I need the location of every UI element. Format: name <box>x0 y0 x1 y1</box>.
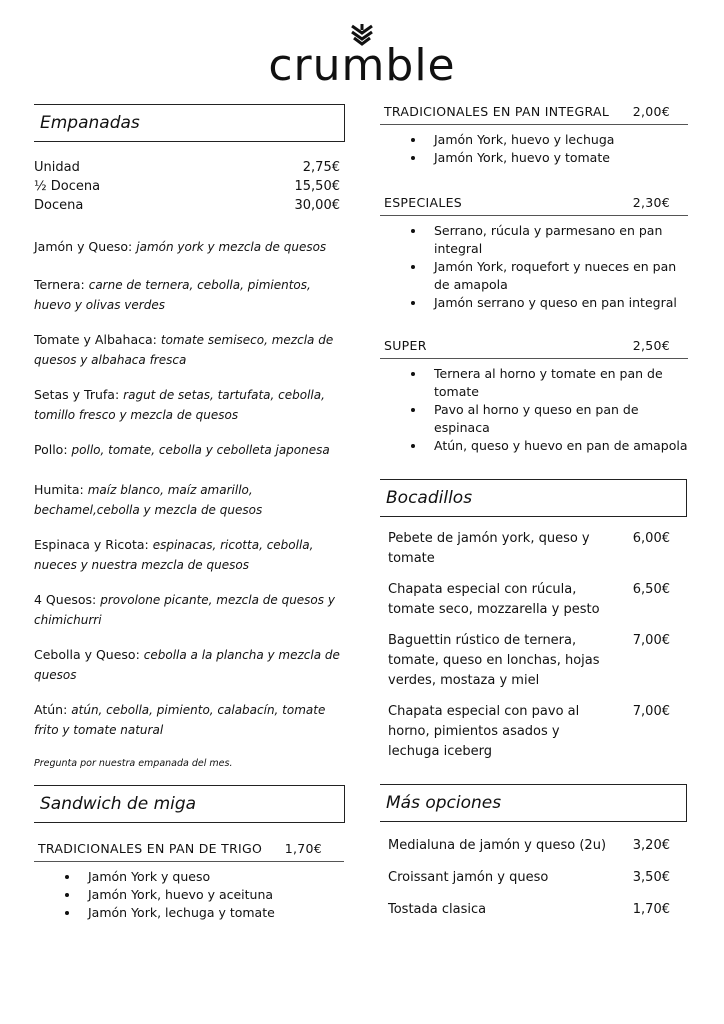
subheader-price: 2,30€ <box>632 195 670 210</box>
mas-title: Más opciones <box>386 793 502 813</box>
list-item <box>388 580 688 620</box>
list-item: • Jamón York, huevo y aceituna <box>80 886 346 904</box>
filling-name: Cebolla y Queso: <box>34 647 140 662</box>
filling-desc: tomate semiseco, mezcla de quesos y albahaca fresca <box>34 333 334 367</box>
list-item: • Jamón serrano y queso en pan integral <box>426 294 688 312</box>
list-item <box>388 900 688 920</box>
list-item: • Ternera al horno y tomate en pan de tomate <box>426 365 688 401</box>
integral-list <box>380 131 688 167</box>
filling-desc: espinacas, ricotta, cebolla, nueces y nuestra mezcla de quesos <box>34 538 314 572</box>
filling-item <box>34 275 346 315</box>
price-label: Docena <box>34 198 84 213</box>
list-item: • Jamón York, lechuga y tomate <box>80 904 346 922</box>
empanadas-price-list <box>34 158 340 215</box>
list-item: • Jamón York y queso <box>80 868 346 886</box>
list-item: • Atún, queso y huevo en pan de amapola <box>426 437 688 455</box>
filling-item <box>34 330 346 370</box>
item-price: 7,00€ <box>632 704 670 719</box>
price-label: Unidad <box>34 160 80 175</box>
item-name: Pebete de jamón york, queso y tomate <box>388 531 590 566</box>
mas-list <box>380 836 688 920</box>
list-item <box>388 529 688 569</box>
bocadillos-header <box>380 479 687 517</box>
filling-item <box>34 700 346 740</box>
filling-name: Jamón y Queso: <box>34 239 133 254</box>
subheader-price: 2,50€ <box>632 338 670 353</box>
subheader-label: TRADICIONALES EN PAN INTEGRAL <box>384 104 610 119</box>
super-list <box>380 365 688 455</box>
list-item <box>388 702 688 762</box>
price-value: 15,50€ <box>294 179 340 194</box>
bocadillos-list <box>380 529 688 762</box>
super-subheader <box>380 338 688 359</box>
sandwich-header <box>34 785 345 823</box>
filling-name: 4 Quesos: <box>34 592 97 607</box>
item-name: Medialuna de jamón y queso (2u) <box>388 838 607 853</box>
price-row <box>34 196 340 215</box>
list-item <box>388 631 688 691</box>
filling-name: Pollo: <box>34 442 68 457</box>
subheader-label: SUPER <box>384 338 427 353</box>
item-price: 6,50€ <box>632 582 670 597</box>
filling-item <box>34 535 346 575</box>
filling-desc: pollo, tomate, cebolla y cebolleta japonesa <box>71 443 330 457</box>
filling-desc: ragut de setas, tartufata, cebolla, tomillo fresco y mezcla de quesos <box>34 388 325 422</box>
item-name: Croissant jamón y queso <box>388 870 549 885</box>
item-price: 3,20€ <box>632 838 670 853</box>
trigo-list <box>34 868 346 922</box>
price-label: ½ Docena <box>34 179 101 194</box>
item-name: Chapata especial con rúcula, tomate seco, mozzarella y pesto <box>388 582 600 617</box>
filling-name: Espinaca y Ricota: <box>34 537 149 552</box>
filling-item <box>34 590 346 630</box>
filling-desc: cebolla a la plancha y mezcla de quesos <box>34 648 340 682</box>
filling-desc: jamón york y mezcla de quesos <box>136 240 327 254</box>
subheader-label: ESPECIALES <box>384 195 463 210</box>
list-item <box>388 836 688 856</box>
sandwich-title: Sandwich de miga <box>40 794 197 814</box>
empanadas-title: Empanadas <box>40 113 140 133</box>
filling-desc: atún, cebolla, pimiento, calabacín, tomate frito y tomate natural <box>34 703 326 737</box>
item-price: 1,70€ <box>632 902 670 917</box>
item-price: 6,00€ <box>632 531 670 546</box>
especiales-subheader <box>380 195 688 216</box>
item-price: 3,50€ <box>632 870 670 885</box>
subheader-label: TRADICIONALES EN PAN DE TRIGO <box>38 841 263 856</box>
filling-name: Humita: <box>34 482 84 497</box>
filling-item <box>34 645 346 685</box>
especiales-list <box>380 222 688 312</box>
price-row <box>34 177 340 196</box>
brand-name: crumble <box>268 40 456 91</box>
filling-name: Ternera: <box>34 277 85 292</box>
empanadas-note: Pregunta por nuestra empanada del mes. <box>34 758 233 769</box>
empanadas-header <box>34 104 345 142</box>
filling-item <box>34 237 346 257</box>
filling-desc: carne de ternera, cebolla, pimientos, huevo y olivas verdes <box>34 278 311 312</box>
bocadillos-title: Bocadillos <box>386 488 473 508</box>
list-item <box>388 868 688 888</box>
subheader-price: 1,70€ <box>284 841 322 856</box>
list-item: • Serrano, rúcula y parmesano en pan integral <box>426 222 688 258</box>
filling-item <box>34 385 346 425</box>
list-item: • Jamón York, huevo y tomate <box>426 149 688 167</box>
subheader-price: 2,00€ <box>632 104 670 119</box>
filling-name: Setas y Trufa: <box>34 387 120 402</box>
filling-desc: maíz blanco, maíz amarillo, bechamel,cebolla y mezcla de quesos <box>34 483 263 517</box>
trigo-subheader <box>34 841 344 862</box>
item-price: 7,00€ <box>632 633 670 648</box>
list-item: • Jamón York, huevo y lechuga <box>426 131 688 149</box>
filling-name: Tomate y Albahaca: <box>34 332 157 347</box>
left-column <box>34 104 346 922</box>
item-name: Tostada clasica <box>388 902 487 917</box>
item-name: Chapata especial con pavo al horno, pimientos asados y lechuga iceberg <box>388 704 580 759</box>
price-row <box>34 158 340 177</box>
item-name: Baguettin rústico de ternera, tomate, queso en lonchas, hojas verdes, mostaza y miel <box>388 633 600 688</box>
mas-header <box>380 784 687 822</box>
right-column <box>380 104 688 920</box>
logo <box>0 24 724 91</box>
filling-item <box>34 480 346 520</box>
price-value: 30,00€ <box>294 198 340 213</box>
list-item: • Jamón York, roquefort y nueces en pan de amapola <box>426 258 688 294</box>
integral-subheader <box>380 104 688 125</box>
filling-desc: provolone picante, mezcla de quesos y chimichurri <box>34 593 335 627</box>
filling-name: Atún: <box>34 702 68 717</box>
price-value: 2,75€ <box>302 160 340 175</box>
list-item: • Pavo al horno y queso en pan de espinaca <box>426 401 688 437</box>
filling-item <box>34 440 346 460</box>
